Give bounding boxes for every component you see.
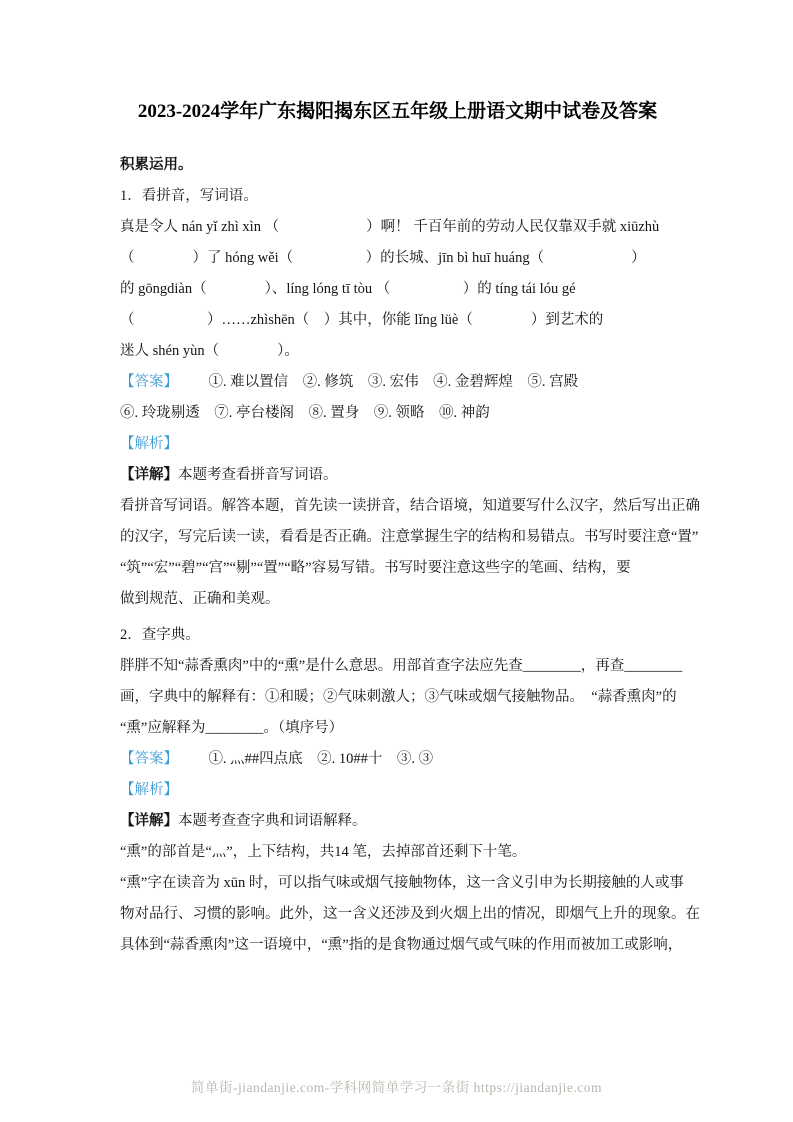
q2-detail-radical-line: “熏”的部首是“灬”，上下结构，共14 笔，去掉部首还剩下十笔。 [120,844,527,860]
q1-pinyin-line: （ ）了 hóng wěi（ ）的长城、jīn bì huī huáng（ ） [120,250,646,266]
q2-analysis-label: 【解析】 [120,782,178,798]
q2-question-line: 画，字典中的解释有：①和暖；②气味刺激人；③气味或烟气接触物品。 “蒜香熏肉”的 [120,689,677,705]
q1-detail-line: 看拼音写词语。解答本题，首先读一读拼音，结合语境，知道要写什么汉字，然后写出正确 [120,498,700,514]
q1-detail-line: “筑”“宏”“碧”“宫”“剔”“置”“略”容易写错。书写时要注意这些字的笔画、结构，要 [120,560,631,576]
q1-detail-intro: 本题考查看拼音写词语。 [178,467,338,483]
q1-analysis-label: 【解析】 [120,436,178,452]
q1-pinyin-line: 的 gōngdiàn（ ）、líng lóng tī tòu （ ）的 tíng tái lóu gé [120,281,576,297]
q1-answer-items-line2: ⑥. 玲珑剔透 ⑦. 亭台楼阁 ⑧. 置身 ⑨. 领略 ⑩. 神韵 [120,405,490,421]
q2-answer-items: ①. 灬##四点底 ②. 10##十 ③. ③ [208,751,434,767]
q2-answer-label: 【答案】 [120,751,178,767]
q2-question-line: “熏”应解释为________。（填序号） [120,720,344,736]
q1-detail-label: 【详解】 [120,467,178,483]
q1-answer-label: 【答案】 [120,374,178,390]
q2-detail-line: “熏”字在读音为 xūn 时，可以指气味或烟气接触物体，这一含义引申为长期接触的人或事 [120,875,684,891]
q1-pinyin-line: 迷人 shén yùn（ ）。 [120,343,299,359]
q2-question-line: 胖胖不知“蒜香熏肉”中的“熏”是什么意思。用部首查字法应先查________，再查________ [120,658,683,674]
q1-pinyin-line: 真是令人 nán yǐ zhì xìn （ ）啊！ 千百年前的劳动人民仅靠双手就 xiūzhù [120,219,660,235]
q1-detail-line: 做到规范、正确和美观。 [120,591,280,607]
q1-pinyin-line: （ ）……zhìshēn（ ）其中，你能 lǐng lüè（ ）到艺术的 [120,312,604,328]
q1-answer-items-line1: ①. 难以置信 ②. 修筑 ③. 宏伟 ④. 金碧辉煌 ⑤. 宫殿 [208,374,579,390]
document-title: 2023-2024学年广东揭阳揭东区五年级上册语文期中试卷及答案 [137,101,658,122]
q2-analysis-row [120,775,675,806]
site-watermark-footer: 简单街-jiandanjie.com-学科网简单学习一条街 https://jiandanjie.com [190,1080,603,1095]
q1-detail-line: 的汉字，写完后读一读，看看是否正确。注意掌握生字的结构和易错点。书写时要注意“置” [120,529,699,545]
q1-detail-row [120,460,675,491]
q2-prompt: 2．查字典。 [120,627,200,643]
q2-detail-line: 物对品行、习惯的影响。此外，这一含义还涉及到火烟上出的情况，即烟气上升的现象。在 [120,906,700,922]
q2-detail-row [120,806,675,837]
q2-detail-label: 【详解】 [120,813,178,829]
q1-answer-row [120,367,675,398]
q2-detail-intro: 本题考查查字典和词语解释。 [178,813,367,829]
q2-detail-line: 具体到“蒜香熏肉”这一语境中，“熏”指的是食物通过烟气或气味的作用而被加工或影响， [120,937,683,953]
q2-answer-row [120,744,675,775]
q1-prompt: 1．看拼音，写词语。 [120,188,258,204]
q1-analysis-row [120,429,675,460]
section-heading: 积累运用。 [120,157,193,173]
document-body [120,150,700,961]
